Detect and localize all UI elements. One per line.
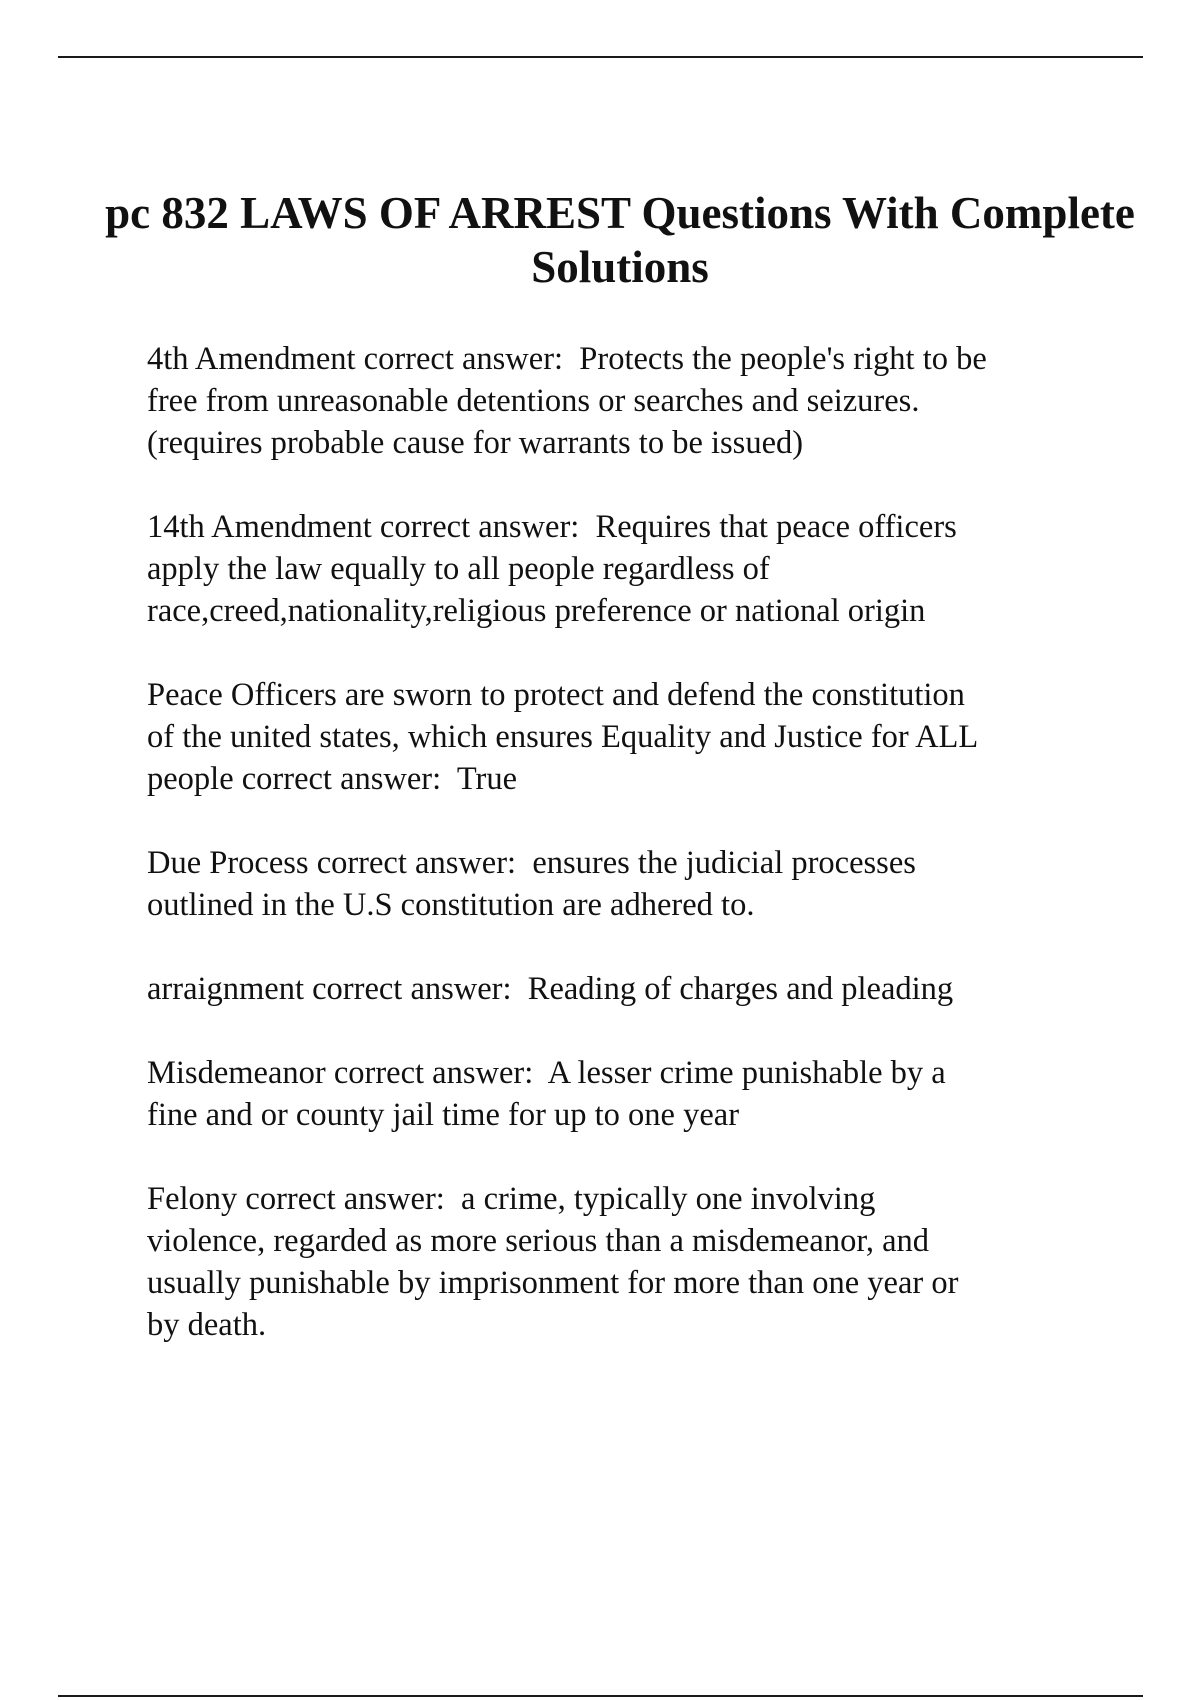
- qa-line: usually punishable by imprisonment for more than one year or: [147, 1265, 959, 1301]
- bottom-rule: [58, 1695, 1143, 1697]
- qa-list: [147, 338, 1107, 1388]
- top-rule: [58, 56, 1143, 58]
- qa-line: people correct answer: True: [147, 761, 518, 797]
- qa-line: 4th Amendment correct answer: Protects the people's right to be: [147, 341, 987, 377]
- qa-line: Peace Officers are sworn to protect and defend the constitution: [147, 677, 965, 713]
- qa-item-misdemeanor: [147, 1052, 1107, 1136]
- page-title: pc 832 LAWS OF ARREST Questions With Complete Solutions: [105, 188, 1135, 292]
- qa-item-felony: [147, 1178, 1107, 1346]
- qa-item-arraignment: [147, 968, 1107, 1010]
- qa-line: apply the law equally to all people regardless of: [147, 551, 770, 587]
- qa-line: race,creed,nationality,religious preference or national origin: [147, 593, 926, 629]
- qa-line: by death.: [147, 1307, 267, 1343]
- qa-line: arraignment correct answer: Reading of charges and pleading: [147, 971, 954, 1007]
- qa-line: of the united states, which ensures Equality and Justice for ALL: [147, 719, 979, 755]
- qa-line: Due Process correct answer: ensures the judicial processes: [147, 845, 916, 881]
- qa-line: Misdemeanor correct answer: A lesser crime punishable by a: [147, 1055, 946, 1091]
- qa-item-14th-amendment: [147, 506, 1107, 632]
- qa-line: violence, regarded as more serious than a misdemeanor, and: [147, 1223, 930, 1259]
- qa-line: Felony correct answer: a crime, typically one involving: [147, 1181, 876, 1217]
- qa-item-due-process: [147, 842, 1107, 926]
- qa-item-peace-officers: [147, 674, 1107, 800]
- qa-line: 14th Amendment correct answer: Requires that peace officers: [147, 509, 957, 545]
- qa-item-4th-amendment: [147, 338, 1107, 464]
- qa-line: fine and or county jail time for up to one year: [147, 1097, 740, 1133]
- qa-line: (requires probable cause for warrants to be issued): [147, 425, 804, 461]
- qa-line: free from unreasonable detentions or searches and seizures.: [147, 383, 920, 419]
- qa-line: outlined in the U.S constitution are adhered to.: [147, 887, 755, 923]
